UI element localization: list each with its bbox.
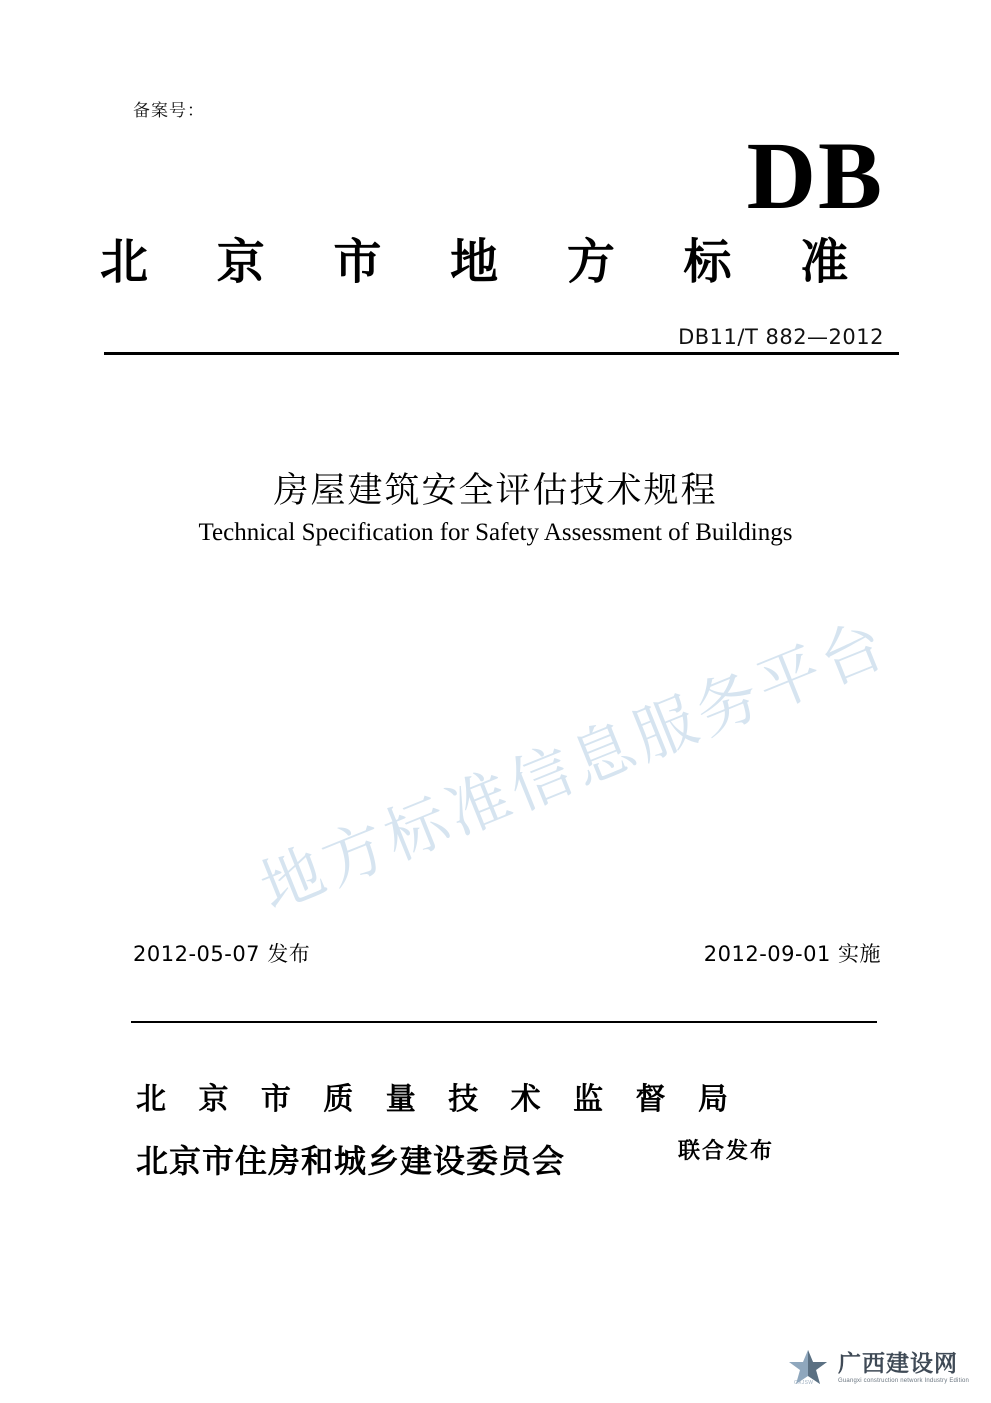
standard-series-title: 北 京 市 地 方 标 准 [100,234,875,290]
corner-logo-subtext: GXJSW [794,1380,814,1386]
footer-divider [131,1021,877,1023]
publisher-quality-bureau: 北 京 市 质 量 技 术 监 督 局 [136,1082,739,1117]
publisher-housing-commission: 北京市住房和城乡建设委员会 [136,1142,566,1180]
document-title-chinese: 房屋建筑安全评估技术规程 [273,471,718,511]
header-divider [104,352,899,355]
joint-release-label: 联合发布 [678,1139,775,1164]
document-title-english: Technical Specification for Safety Assessment of Buildings [198,519,793,546]
record-number-label: 备案号： [133,101,205,121]
watermark-text: 地方标准信息服务平台 [249,606,899,925]
corner-logo-name-cn: 广西建设网 [838,1350,958,1377]
issue-date: 2012-05-07 发布 [133,942,311,966]
db-logo: DB [746,122,884,229]
corner-logo-name-en: Guangxi construction network Industry Edition [838,1377,970,1384]
corner-watermark-logo [788,1344,986,1392]
standard-code: DB11/T 882—2012 [678,325,884,349]
effective-date: 2012-09-01 实施 [703,942,881,966]
